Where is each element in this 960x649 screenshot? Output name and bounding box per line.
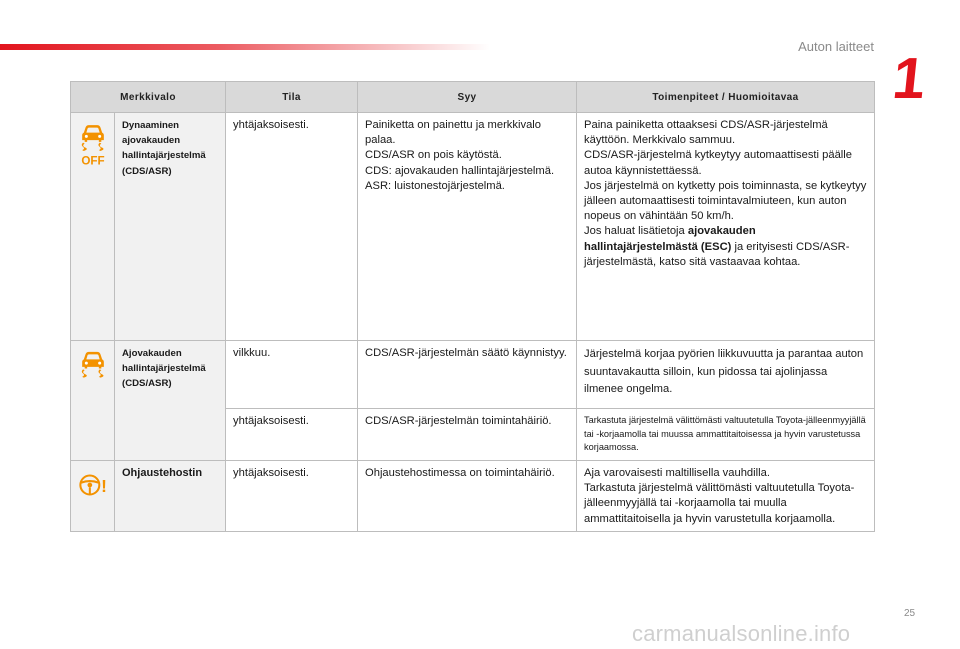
skid-control-icon <box>78 348 108 384</box>
svg-text:OFF: OFF <box>81 154 105 168</box>
watermark: carmanualsonline.info <box>632 621 851 646</box>
table-row <box>71 341 875 409</box>
icon-cell <box>71 113 115 341</box>
steering-wheel-warning-icon <box>78 468 108 502</box>
skid-control-off-icon <box>78 120 108 172</box>
action-cell <box>577 113 875 341</box>
warning-lights-table <box>70 81 875 532</box>
action-cell <box>577 461 875 532</box>
action-cell: Järjestelmä korjaa pyörien liikkuvuutta ja parantaa auton suuntavakautta silloin, kun pidossa tai ajolinjassa ilmenee ongelma. <box>577 341 875 409</box>
state-cell: vilkkuu. <box>226 341 358 409</box>
action-text: Tarkastuta järjestelmä välittömästi valtuutetulla Toyota-jälleenmyyjällä tai -korjaamolla tai muussa ammattitaitoisessa ja hyvin varustetussa korjaamossa. <box>584 415 866 452</box>
action-text-1: Paina painiketta ottaaksesi CDS/ASR-järjestelmä käyttöön. Merkkivalo sammuu. CDS/ASR-järjestelmä kytkeytyy automaattisesti päälle autoa käynnistettäessä. Jos järjestelmä on kytketty pois toiminnasta, se kytkeytyy jälleen automaattisesti toimintavalmiuteen, kun auton nopeus on vähintään 50 km/h. Jos haluat lisätietoja <box>584 119 867 238</box>
table-row <box>71 113 875 341</box>
action-text: Aja varovaisesti maltillisella vauhdilla. Tarkastuta järjestelmä välittömästi valtuutetulla Toyota-jälleenmyyjällä tai -korjaamolla tai muulla ammattitaitoisella ja hyvin varustetulla korjaamolla. <box>584 467 855 525</box>
indicator-name: Dynaaminen ajovakauden hallintajärjestelmä (CDS/ASR) <box>115 113 226 341</box>
cause-cell: CDS/ASR-järjestelmän säätö käynnistyy. <box>358 341 577 409</box>
column-header-action: Toimenpiteet / Huomioitavaa <box>577 82 875 113</box>
state-cell: yhtäjaksoisesti. <box>226 113 358 341</box>
action-emphasis: ajovakauden hallintajärjestelmästä (ESC) <box>584 225 756 253</box>
action-cell <box>577 409 875 461</box>
column-header-cause: Syy <box>358 82 577 113</box>
column-header-indicator: Merkkivalo <box>71 82 226 113</box>
header-accent-bar <box>0 44 490 50</box>
table-row <box>71 461 875 532</box>
action-text-2: ja erityisesti CDS/ASR-järjestelmästä, katso sitä vastaavaa kohtaa. <box>584 240 850 268</box>
indicator-name: Ajovakauden hallintajärjestelmä (CDS/ASR) <box>115 341 226 461</box>
indicator-name: Ohjaustehostin <box>115 461 226 532</box>
state-cell: yhtäjaksoisesti. <box>226 409 358 461</box>
table-header-row <box>71 82 875 113</box>
page-number: 25 <box>904 608 916 619</box>
chapter-number: 1 <box>889 46 929 111</box>
cause-text: Painiketta on painettu ja merkkivalo palaa. CDS/ASR on pois käytöstä. CDS: ajovakauden hallintajärjestelmä. ASR: luistonestojärjestelmä. <box>365 119 555 192</box>
icon-cell <box>71 461 115 532</box>
cause-cell <box>358 113 577 341</box>
state-cell: yhtäjaksoisesti. <box>226 461 358 532</box>
section-title: Auton laitteet <box>798 39 874 54</box>
cause-cell: CDS/ASR-järjestelmän toimintahäiriö. <box>358 409 577 461</box>
icon-cell <box>71 341 115 461</box>
cause-cell: Ohjaustehostimessa on toimintahäiriö. <box>358 461 577 532</box>
svg-text:!: ! <box>101 476 107 497</box>
column-header-state: Tila <box>226 82 358 113</box>
